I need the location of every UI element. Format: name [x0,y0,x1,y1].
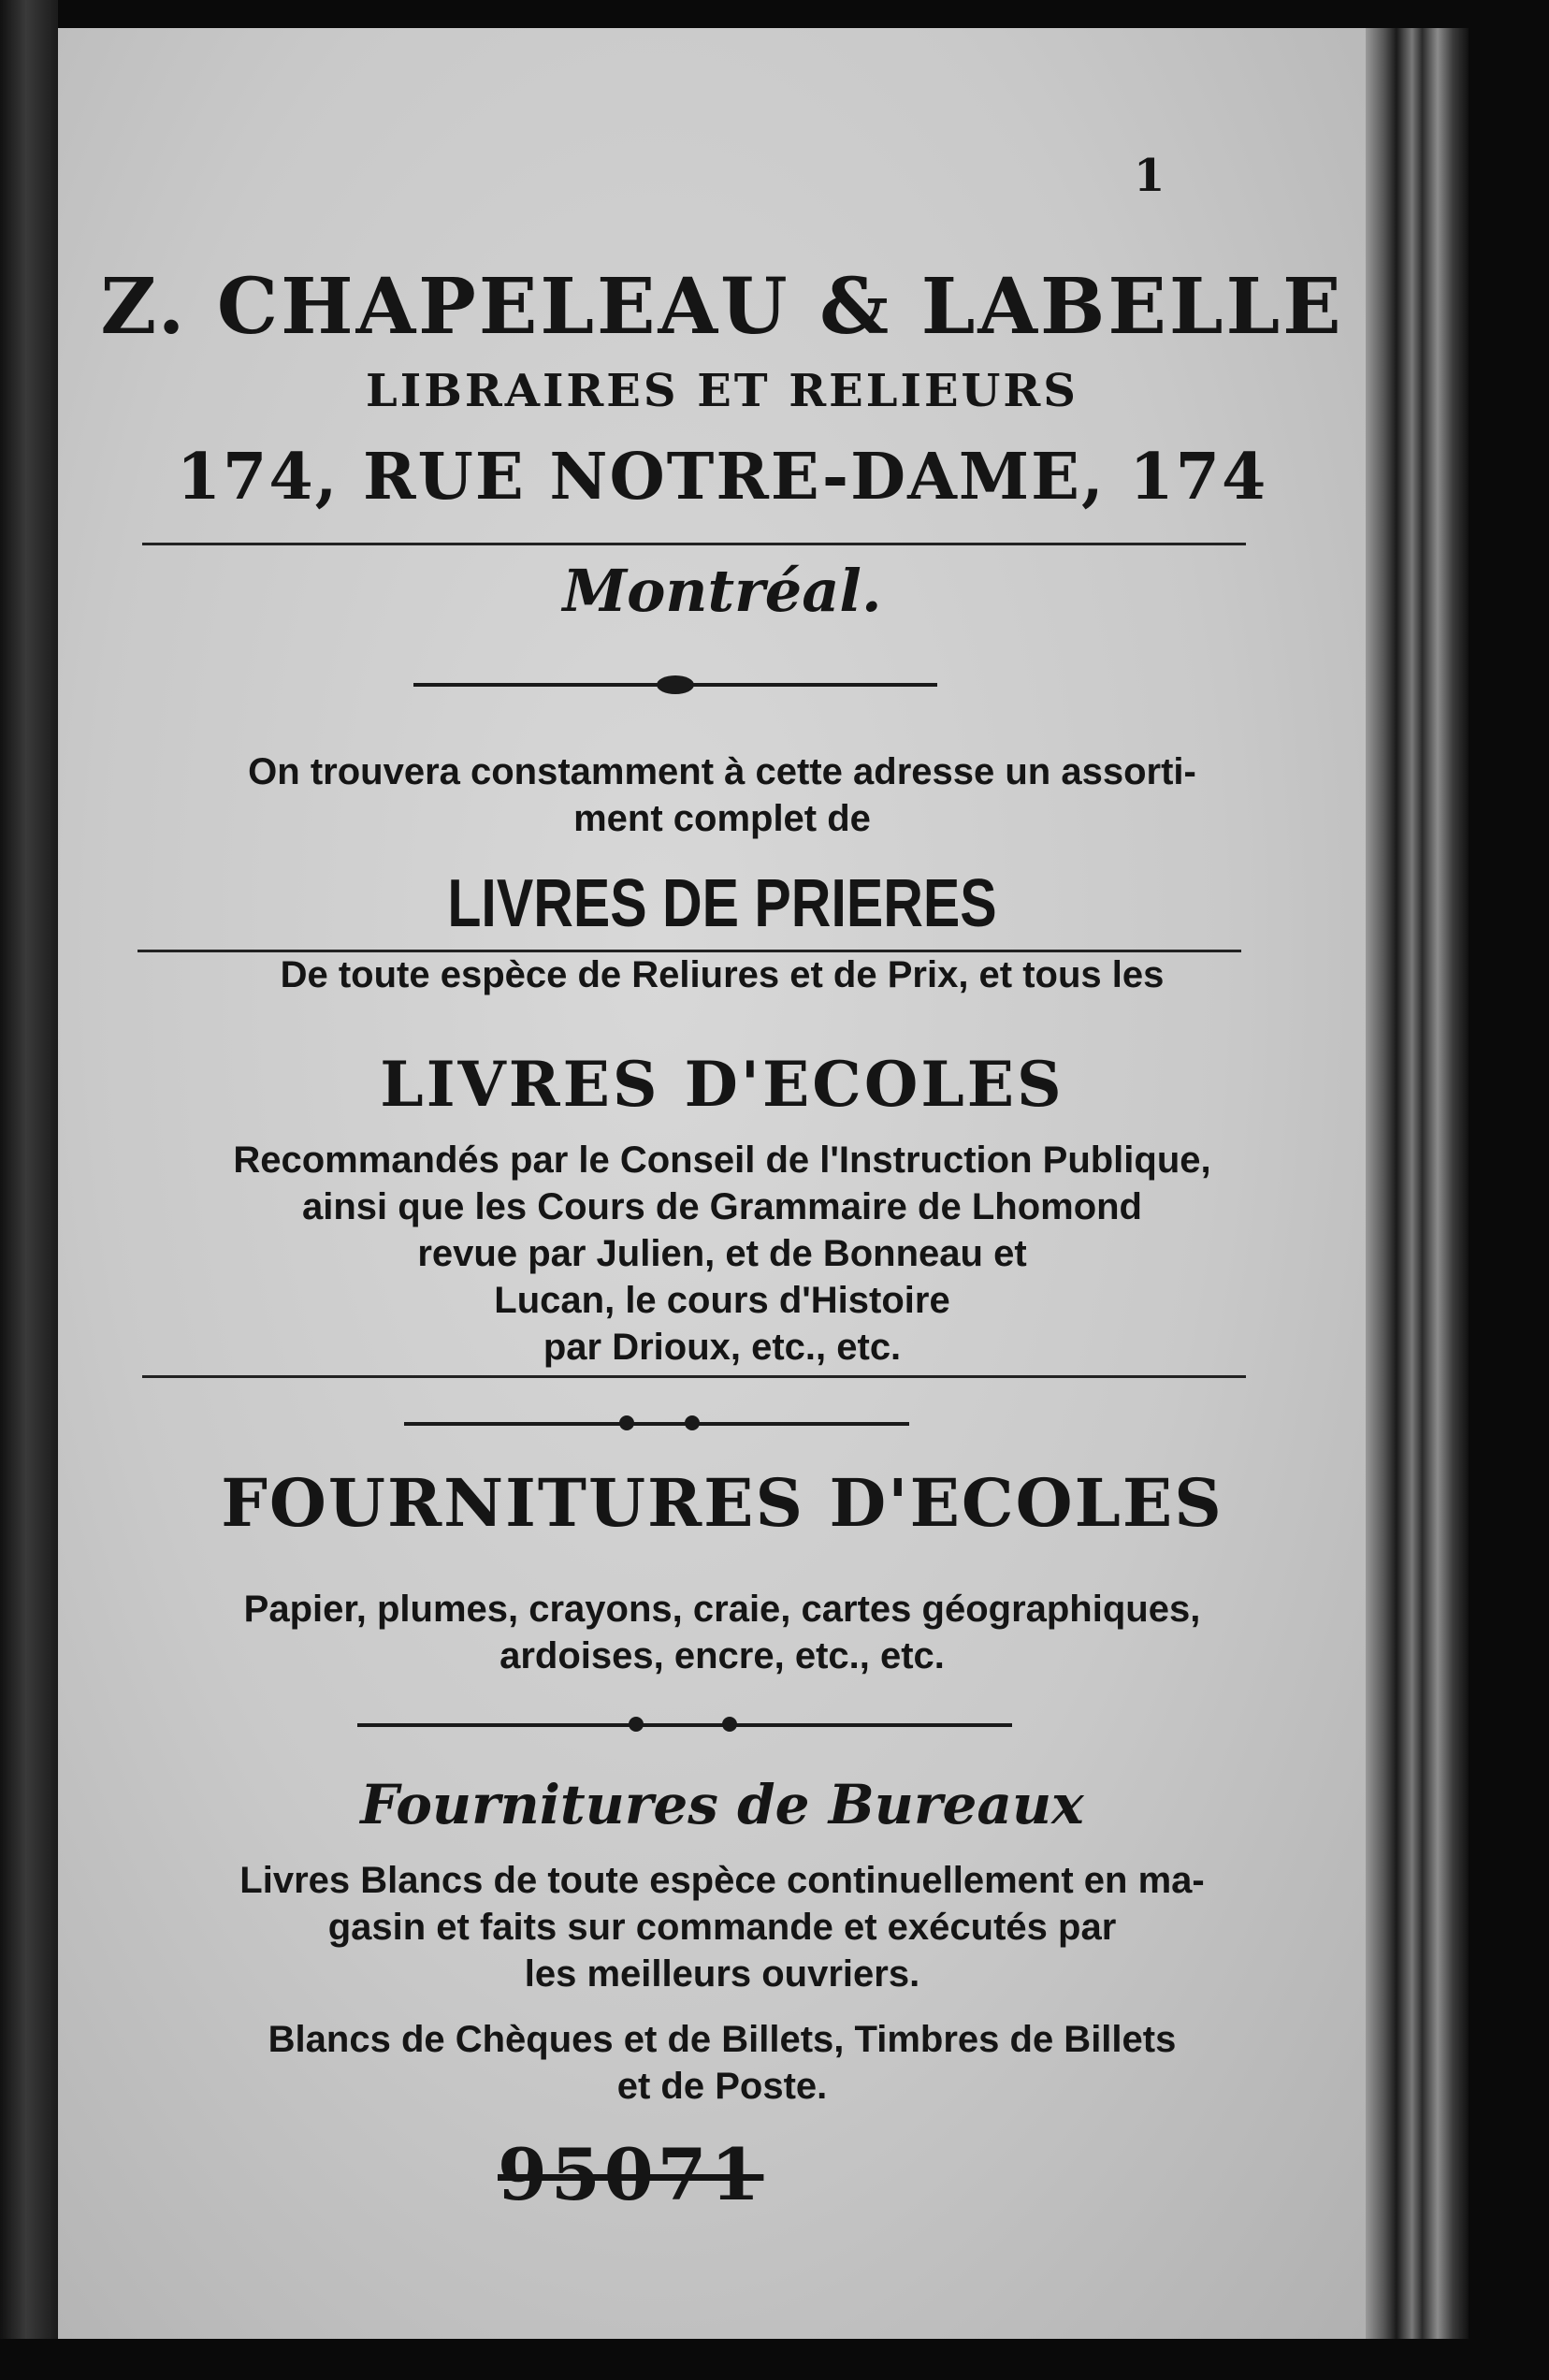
book-spine-edge [1366,28,1469,2339]
office-supplies-text [58,1857,1386,1997]
cheques-line: et de Poste. [616,2066,828,2107]
school-supplies-text [58,1586,1386,1679]
ornament-dot [629,1717,644,1732]
supplies-line: ardoises, encre, etc., etc. [499,1635,945,1676]
firm-name: Z. CHAPELEAU & LABELLE [100,262,1344,352]
trade-line: LIBRAIRES ET RELIEURS [366,365,1079,417]
ornament-dot [722,1717,737,1732]
recommendation-line: par Drioux, etc., etc. [543,1327,902,1368]
heading-school-books: LIVRES D'ECOLES [380,1048,1064,1121]
cheques-text [58,2016,1386,2110]
office-line: Livres Blancs de toute espèce continuellement en ma- [239,1860,1205,1901]
office-line: les meilleurs ouvriers. [524,1953,920,1995]
previous-page-edge [0,0,58,2380]
intro-line: ment complet de [573,798,871,839]
intro-text [58,748,1386,842]
ornament-dot [619,1415,634,1430]
scan-border-right [1469,0,1549,2380]
supplies-line: Papier, plumes, crayons, craie, cartes géographiques, [243,1589,1201,1630]
divider-rule [142,543,1246,545]
advertisement-page [58,28,1386,2339]
stamp-number: 95071 [498,2133,764,2216]
recommendation-line: revue par Julien, et de Bonneau et [417,1233,1027,1274]
recommendation-line: Recommandés par le Conseil de l'Instruction Publique, [233,1139,1211,1181]
ornament-knot [657,675,694,694]
heading-prayer-books: LIVRES DE PRIERES [447,866,997,941]
divider-rule [138,950,1241,952]
recommendation-line: ainsi que les Cours de Grammaire de Lhomond [302,1186,1142,1227]
prayer-books-description: De toute espèce de Reliures et de Prix, et tous les [280,954,1165,995]
heading-school-supplies: FOURNITURES D'ECOLES [221,1464,1223,1542]
scan-border-top [0,0,1549,28]
intro-line: On trouvera constamment à cette adresse un assorti- [248,751,1196,792]
city-line: Montréal. [562,557,882,625]
recommendation-line: Lucan, le cours d'Histoire [494,1280,950,1321]
divider-rule [142,1375,1246,1378]
address-line: 174, RUE NOTRE-DAME, 174 [176,440,1268,515]
recommendation-text [58,1137,1386,1371]
ornament-divider [413,683,937,687]
ornament-divider [404,1422,909,1426]
ornament-divider [357,1723,1012,1727]
ornament-dot [685,1415,700,1430]
cheques-line: Blancs de Chèques et de Billets, Timbres de Billets [268,2019,1177,2060]
scan-border-bottom [0,2339,1549,2380]
page-number: 1 [1134,150,1165,202]
office-line: gasin et faits sur commande et exécutés par [327,1907,1117,1948]
heading-office-supplies: Fournitures de Bureaux [360,1773,1084,1836]
